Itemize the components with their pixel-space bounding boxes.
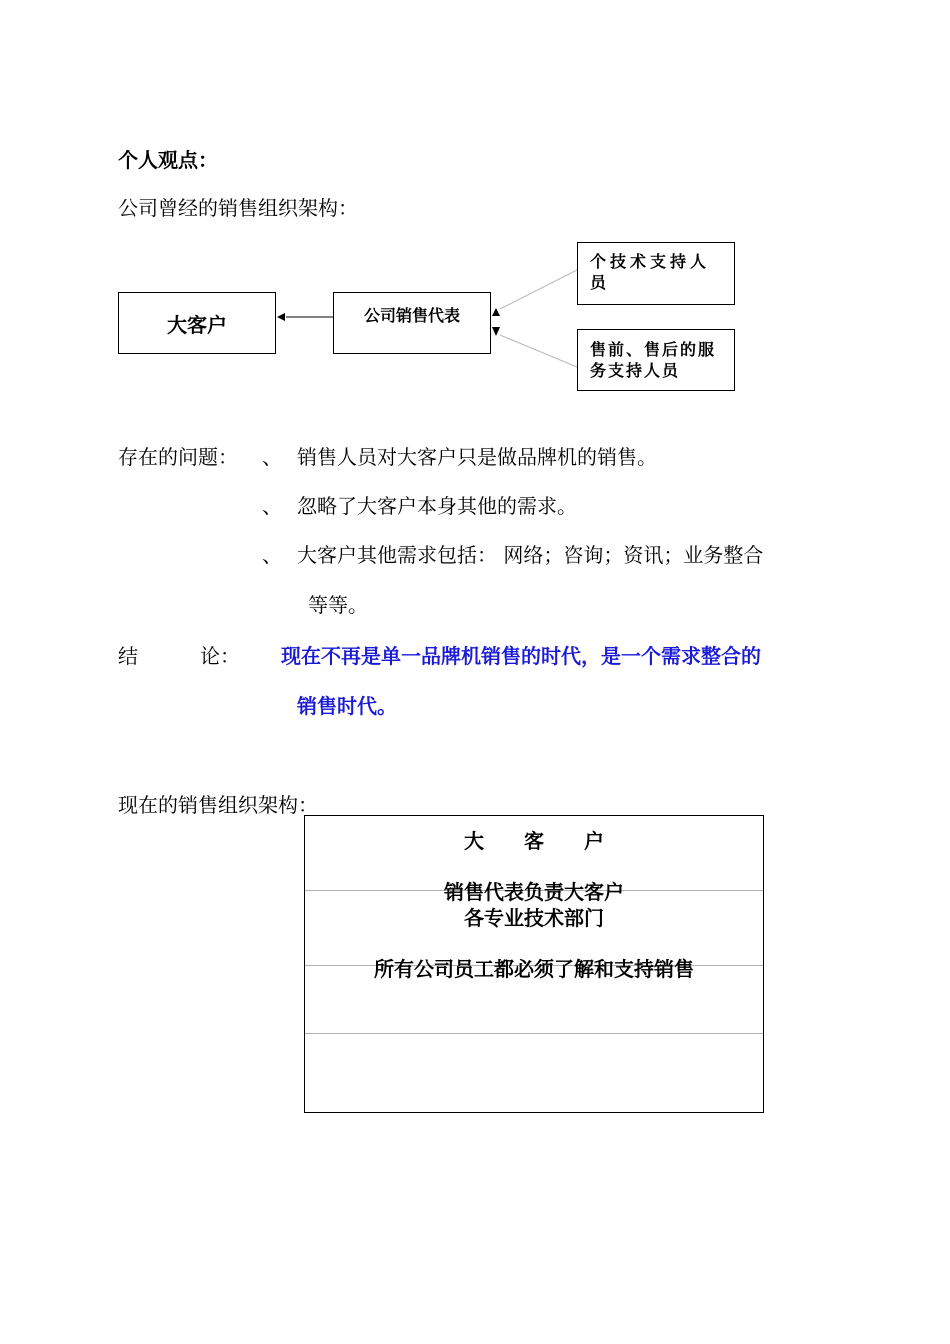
problem-item: 销售人员对大客户只是做品牌机的销售。 bbox=[297, 445, 657, 469]
layer-sales-rep: 销售代表负责大客户 bbox=[444, 880, 624, 904]
problems-label: 存在的问题： bbox=[118, 445, 238, 469]
service-support-box-label: 售前、售后的服务支持人员 bbox=[590, 340, 717, 380]
problem-item: 大客户其他需求包括： 网络；咨询；资讯；业务整合 bbox=[297, 543, 764, 567]
customer-box bbox=[118, 292, 276, 354]
problem-continuation: 等等。 bbox=[308, 593, 368, 617]
problem-bullet: 、 bbox=[262, 543, 282, 567]
layer-customer: 大 客 户 bbox=[464, 829, 604, 853]
new-structure-title: 现在的销售组织架构： bbox=[118, 793, 318, 817]
arrowhead-customer bbox=[277, 313, 285, 321]
layer-all-staff: 所有公司员工都必须了解和支持销售 bbox=[374, 957, 694, 981]
tech-support-box bbox=[577, 242, 735, 305]
connector-tech-to-rep bbox=[500, 270, 577, 309]
arrowhead-down bbox=[492, 327, 500, 336]
service-support-box bbox=[577, 329, 735, 391]
old-structure-connectors bbox=[0, 0, 950, 420]
conclusion-label-first: 结 bbox=[118, 644, 138, 668]
sales-rep-box bbox=[333, 292, 491, 354]
tech-support-box-label: 个技术支持人员 bbox=[590, 252, 711, 292]
connector-service-to-rep bbox=[500, 335, 577, 367]
conclusion-label-second: 论： bbox=[200, 644, 240, 668]
customer-box-label: 大客户 bbox=[167, 312, 227, 337]
sales-rep-box-label: 公司销售代表 bbox=[363, 306, 460, 325]
layer-tech-departments: 各专业技术部门 bbox=[464, 906, 604, 930]
conclusion-line-1: 现在不再是单一品牌机销售的时代，是一个需求整合的 bbox=[281, 644, 761, 668]
old-structure-title: 公司曾经的销售组织架构： bbox=[118, 196, 358, 220]
layer-divider bbox=[305, 1033, 763, 1034]
problem-bullet: 、 bbox=[262, 445, 282, 469]
section-heading: 个人观点： bbox=[118, 148, 218, 172]
problem-bullet: 、 bbox=[262, 494, 282, 518]
arrowhead-up bbox=[492, 308, 500, 316]
problem-item: 忽略了大客户本身其他的需求。 bbox=[297, 494, 577, 518]
new-structure-diagram bbox=[304, 815, 764, 1113]
conclusion-line-2: 销售时代。 bbox=[297, 694, 397, 718]
